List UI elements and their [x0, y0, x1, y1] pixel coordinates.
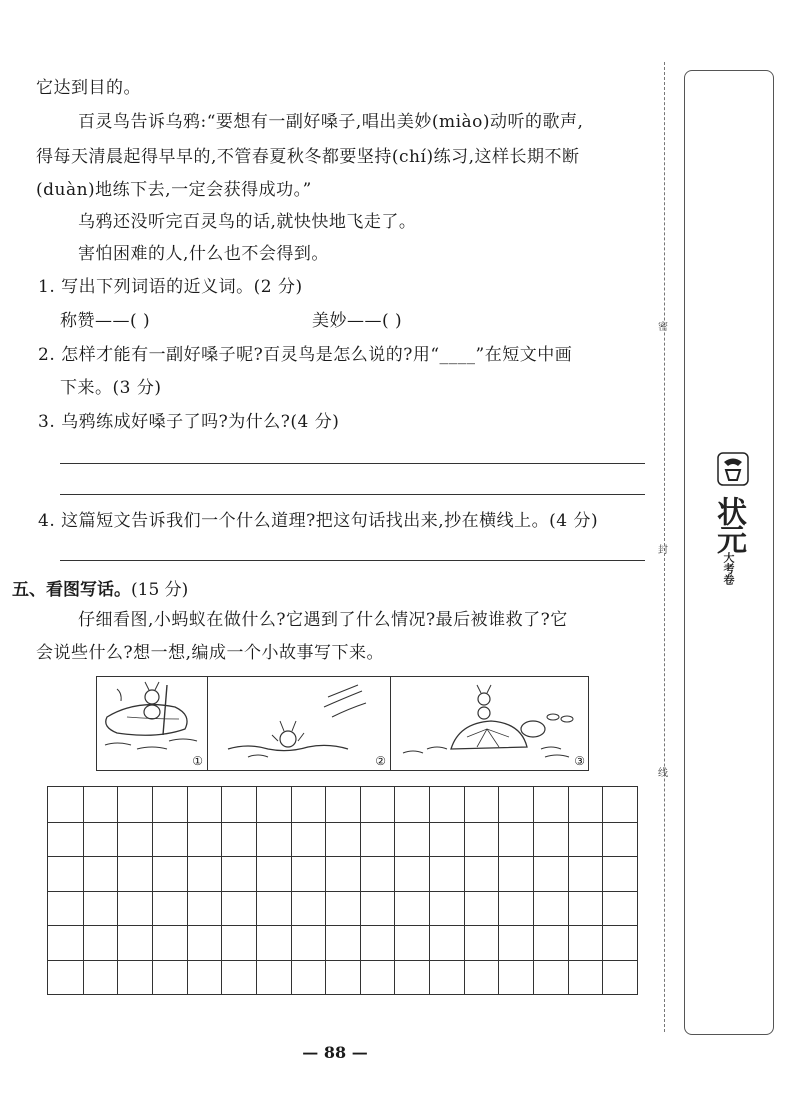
binding-label-xian: 线: [658, 768, 668, 779]
section-5-title: 五、看图写话。: [12, 580, 131, 600]
picture-panel-1: [97, 677, 208, 770]
question-4: 4. 这篇短文告诉我们一个什么道理?把这句话找出来,抄在横线上。(4 分): [38, 511, 599, 531]
brand-main: 状元: [711, 496, 746, 552]
section-5-heading: [12, 575, 188, 600]
answer-line-q3-1[interactable]: [60, 463, 645, 464]
q1-word-meimiao[interactable]: 美妙——( ): [312, 311, 403, 331]
picture-strip: [96, 676, 589, 771]
picture-panel-3: [391, 677, 589, 770]
writing-grid[interactable]: [47, 786, 638, 995]
passage-line-5: 乌鸦还没听完百灵鸟的话,就快快地飞走了。: [78, 212, 417, 232]
question-2: 2. 怎样才能有一副好嗓子呢?百灵鸟是怎么说的?用“____”在短文中画: [38, 345, 573, 365]
page-number: — 88 —: [302, 1043, 368, 1062]
ant-on-turtle-illustration: [391, 677, 589, 770]
brand-name: [706, 496, 750, 585]
panel-number-3: ③: [574, 754, 585, 768]
question-2-cont: 下来。(3 分): [60, 378, 162, 398]
panel-number-1: ①: [192, 754, 203, 768]
question-3: 3. 乌鸦练成好嗓子了吗?为什么?(4 分): [38, 412, 340, 432]
brand-logo-icon: [717, 452, 749, 486]
panel-number-2: ②: [375, 754, 386, 768]
passage-line-3: 得每天清晨起得早早的,不管春夏秋冬都要坚持(chí)练习,这样长期不断: [36, 147, 580, 167]
question-1: 1. 写出下列词语的近义词。(2 分): [38, 277, 303, 297]
picture-panel-2: [208, 677, 391, 770]
section-5-prompt-1: 仔细看图,小蚂蚁在做什么?它遇到了什么情况?最后被谁救了?它: [78, 610, 568, 630]
ant-on-leaf-illustration: [97, 677, 207, 770]
passage-line-2: 百灵鸟告诉乌鸦:“要想有一副好嗓子,唱出美妙(miào)动听的歌声,: [78, 112, 584, 132]
binding-label-mi: 密: [658, 322, 668, 333]
writing-grid-lines: [48, 787, 637, 994]
section-5-prompt-2: 会说些什么?想一想,编成一个小故事写下来。: [36, 643, 385, 663]
passage-line-4: (duàn)地练下去,一定会获得成功。”: [36, 180, 312, 200]
answer-line-q3-2[interactable]: [60, 494, 645, 495]
answer-line-q4[interactable]: [60, 560, 645, 561]
passage-line-1: 它达到目的。: [36, 78, 141, 98]
passage-line-6: 害怕困难的人,什么也不会得到。: [78, 244, 329, 264]
section-5-score: (15 分): [131, 580, 189, 600]
q1-word-chengzan[interactable]: 称赞——( ): [60, 311, 151, 331]
ant-in-water-illustration: [208, 677, 390, 770]
binding-label-feng: 封: [658, 545, 668, 556]
brand-sub: 大考卷: [722, 552, 735, 585]
